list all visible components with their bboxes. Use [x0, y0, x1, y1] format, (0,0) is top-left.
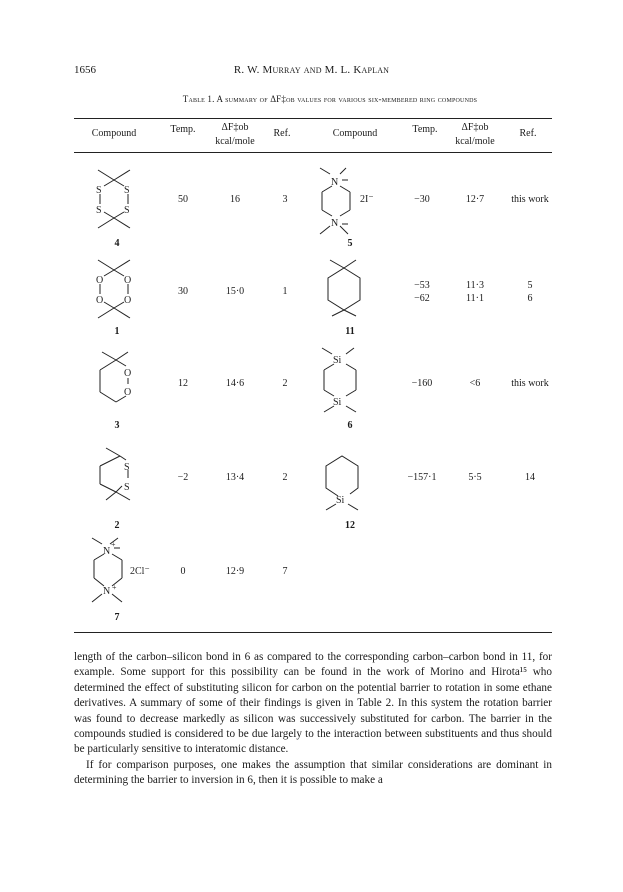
charge-plus: + — [111, 540, 116, 549]
atom-o: O — [124, 295, 132, 306]
table-header-rule — [74, 152, 552, 153]
atom-o: O — [96, 295, 104, 306]
row4-ref: 3 — [282, 194, 288, 205]
atom-o: O — [124, 368, 132, 379]
page-number: 1656 — [74, 64, 96, 76]
row2-temp: −2 — [177, 472, 189, 483]
col-header-ref-left: Ref. — [273, 128, 291, 139]
row12-dF: 5·5 — [468, 472, 482, 483]
atom-s: S — [124, 205, 130, 216]
atom-n: N — [331, 218, 339, 229]
col-header-ref-right: Ref. — [519, 128, 537, 139]
structure-dioxane-icon — [88, 350, 144, 412]
col-header-temp-left: Temp. — [170, 124, 196, 135]
row1-ref: 1 — [282, 286, 288, 297]
table-caption: Table 1. A summary of ΔF‡ob values for various six-membered ring compounds — [182, 94, 478, 104]
row6-dF: <6 — [469, 378, 481, 389]
row7-temp: 0 — [180, 566, 186, 577]
counterion-iodide: 2I⁻ — [360, 194, 374, 205]
compound-number-5: 5 — [347, 238, 353, 249]
row6-ref: this work — [511, 378, 549, 389]
counterion-chloride: 2Cl⁻ — [130, 566, 150, 577]
row3-temp: 12 — [178, 378, 188, 389]
atom-s: S — [124, 462, 130, 473]
body-text — [74, 650, 552, 789]
atom-n: N — [103, 546, 111, 557]
structure-piperazinium-iodide-icon — [312, 166, 398, 240]
col-header-dF-left: ΔF‡ob — [221, 122, 249, 133]
row3-dF: 14·6 — [225, 378, 245, 389]
atom-s: S — [124, 482, 130, 493]
atom-si: Si — [333, 397, 342, 408]
row11-ref-b: 6 — [527, 293, 533, 304]
col-header-units-right: kcal/mole — [455, 136, 495, 147]
atom-o: O — [96, 275, 104, 286]
table-bottom-rule — [74, 632, 552, 633]
row2-dF: 13·4 — [225, 472, 245, 483]
row1-temp: 30 — [178, 286, 188, 297]
row4-temp: 50 — [178, 194, 188, 205]
atom-si: Si — [336, 495, 345, 506]
row7-ref: 7 — [282, 566, 288, 577]
atom-o: O — [124, 387, 132, 398]
row2-ref: 2 — [282, 472, 288, 483]
compound-number-1: 1 — [114, 326, 120, 337]
paragraph: length of the carbon–silicon bond in 6 as compared to the corresponding carbon–carbon bond in 11, for example. Some support for this possibility can be found in the work of Morino and Hirota¹⁵ who determined the effect of substituting silicon for carbon on the potential barrier to rotation in some ethane derivatives. A summary of some of their findings is given in Table 2. In this system the rotation barrier was found to decrease markedly as silicon was successively substituted for carbon. The barrier in the compounds studied is considered to be due largely to the interaction between substituents and thus should be particularly sensitive to interatomic distance. — [74, 651, 552, 756]
atom-si: Si — [333, 355, 342, 366]
atom-s: S — [96, 205, 102, 216]
compound-number-4: 4 — [114, 238, 120, 249]
col-header-units-left: kcal/mole — [215, 136, 255, 147]
row1-dF: 15·0 — [225, 286, 245, 297]
row3-ref: 2 — [282, 378, 288, 389]
col-header-temp-right: Temp. — [412, 124, 438, 135]
row5-ref: this work — [511, 194, 549, 205]
atom-n: N — [103, 586, 111, 597]
atom-o: O — [124, 275, 132, 286]
atom-s: S — [96, 185, 102, 196]
row5-dF: 12·7 — [465, 194, 485, 205]
structure-tetroxane-icon — [84, 258, 144, 322]
row12-temp: −157·1 — [407, 472, 437, 483]
row4-dF: 16 — [230, 194, 240, 205]
running-head: R. W. Murray and M. L. Kaplan — [233, 64, 390, 76]
col-header-dF-right: ΔF‡ob — [461, 122, 489, 133]
paragraph: If for comparison purposes, one makes the assumption that similar considerations are dominant in determining the barrier to inversion in 6, then it is possible to make a — [74, 758, 552, 787]
table-top-rule — [74, 118, 552, 119]
row6-temp: −160 — [411, 378, 433, 389]
row7-dF: 12·9 — [225, 566, 245, 577]
structure-dithiane-icon — [86, 444, 144, 508]
structure-piperazinium-chloride-icon — [84, 532, 160, 608]
row11-temp-a: −53 — [414, 280, 430, 291]
structure-disilacyclohexane-icon — [314, 346, 374, 416]
row12-ref: 14 — [525, 472, 535, 483]
row11-ref-a: 5 — [527, 280, 533, 291]
row11-temp-b: −62 — [414, 293, 430, 304]
col-header-compound-left: Compound — [91, 128, 137, 139]
atom-n: N — [331, 177, 339, 188]
compound-number-7: 7 — [114, 612, 120, 623]
structure-cyclohexane-icon — [318, 258, 370, 320]
row11-dF-b: 11·1 — [466, 293, 484, 304]
compound-number-11: 11 — [345, 326, 355, 337]
structure-tetrathiane-icon — [84, 168, 144, 232]
compound-number-3: 3 — [114, 420, 120, 431]
compound-number-12: 12 — [345, 520, 355, 531]
compound-number-2: 2 — [114, 520, 120, 531]
atom-s: S — [124, 185, 130, 196]
row5-temp: −30 — [414, 194, 430, 205]
row11-dF-a: 11·3 — [466, 280, 484, 291]
charge-plus: + — [112, 583, 117, 592]
structure-silacyclohexane-icon — [316, 448, 372, 512]
col-header-compound-right: Compound — [332, 128, 378, 139]
compound-number-6: 6 — [347, 420, 353, 431]
